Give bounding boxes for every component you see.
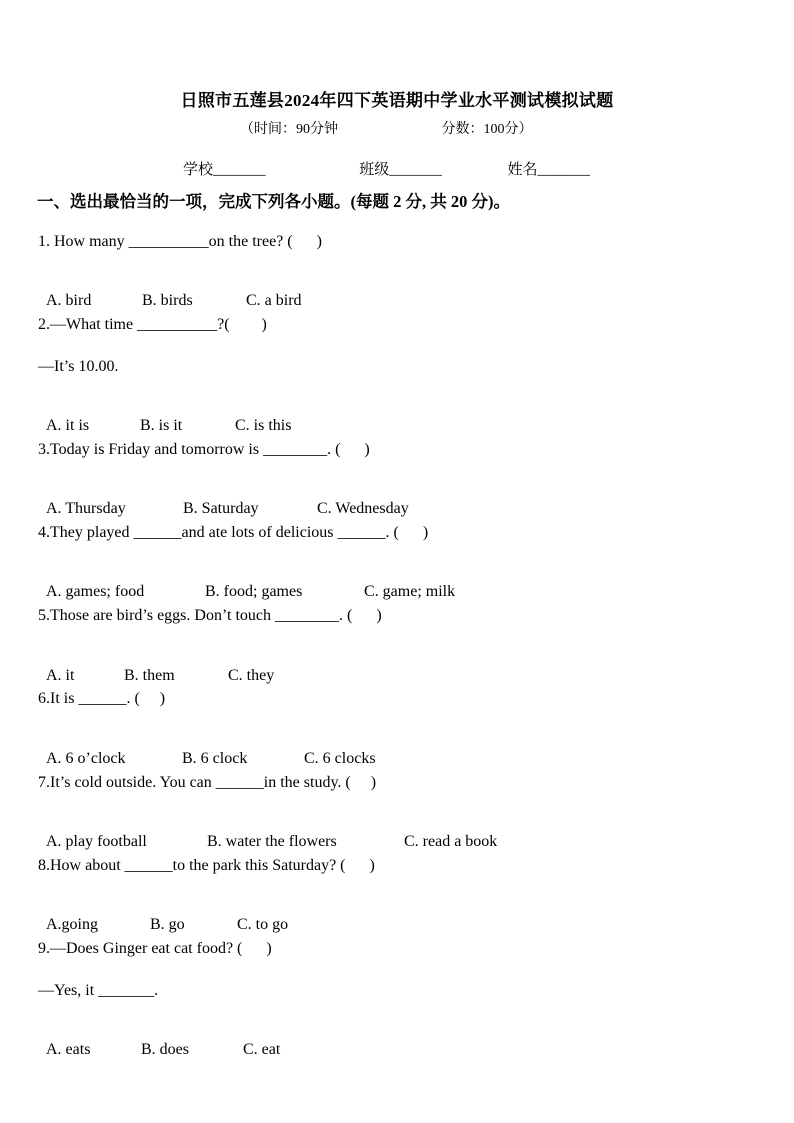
option-b[interactable]: B. birds	[142, 292, 193, 309]
option-a[interactable]: A.going	[46, 916, 98, 933]
question-stem: 8.How about ______to the park this Saturday? ( )	[38, 857, 375, 874]
question-stem: 4.They played ______and ate lots of delicious ______. ( )	[38, 524, 429, 541]
question-options	[38, 565, 455, 601]
option-a[interactable]: A. it	[46, 667, 75, 684]
option-b[interactable]: B. water the flowers	[207, 833, 337, 850]
option-a[interactable]: A. eats	[46, 1041, 91, 1058]
student-info-fields	[183, 158, 590, 179]
question-stem: 5.Those are bird’s eggs. Don’t touch ________. ( )	[38, 607, 382, 624]
question-stem: 1. How many __________on the tree? ( )	[38, 233, 322, 250]
option-c[interactable]: C. is this	[235, 417, 292, 434]
option-b[interactable]: B. go	[150, 916, 185, 933]
option-b[interactable]: B. food; games	[205, 583, 303, 600]
question-stem: 7.It’s cold outside. You can ______in the study. ( )	[38, 774, 377, 791]
option-c[interactable]: C. eat	[243, 1041, 281, 1058]
question-stem: —It’s 10.00.	[38, 358, 119, 375]
question-stem: 6.It is ______. ( )	[38, 690, 166, 707]
question-options	[38, 815, 497, 851]
question-stem: 2.—What time __________?( )	[38, 316, 267, 333]
question-stem: —Yes, it _______.	[38, 982, 159, 999]
option-c[interactable]: C. 6 clocks	[304, 750, 376, 767]
time-limit: （时间：90分钟	[240, 122, 338, 137]
option-b[interactable]: B. 6 clock	[182, 750, 248, 767]
option-c[interactable]: C. they	[228, 667, 275, 684]
total-score: 分数：100分）	[441, 122, 533, 137]
school-field[interactable]: 学校_______	[183, 162, 266, 178]
option-b[interactable]: B. Saturday	[183, 500, 259, 517]
question-stem: 9.—Does Ginger eat cat food? ( )	[38, 940, 272, 957]
name-field[interactable]: 姓名_______	[507, 162, 591, 178]
option-a[interactable]: A. Thursday	[46, 500, 126, 517]
question-options	[38, 649, 274, 685]
option-c[interactable]: C. read a book	[404, 833, 498, 850]
option-c[interactable]: C. to go	[237, 916, 289, 933]
option-a[interactable]: A. bird	[46, 292, 92, 309]
question-options	[38, 732, 376, 768]
question-options	[38, 898, 288, 934]
option-a[interactable]: A. it is	[46, 417, 90, 434]
exam-info	[240, 118, 533, 138]
question-options	[38, 399, 291, 435]
page-title: 日照市五莲县2024年四下英语期中学业水平测试模拟试题	[180, 91, 614, 110]
section-heading: 一、选出最恰当的一项，完成下列各小题。(每题 2 分, 共 20 分)。	[37, 192, 510, 211]
option-c[interactable]: C. game; milk	[364, 583, 456, 600]
option-b[interactable]: B. them	[124, 667, 175, 684]
question-options	[38, 274, 302, 310]
question-options	[38, 482, 409, 518]
question-stem: 3.Today is Friday and tomorrow is ________. ( )	[38, 441, 370, 458]
option-b[interactable]: B. does	[141, 1041, 189, 1058]
option-b[interactable]: B. is it	[140, 417, 183, 434]
question-options	[38, 1023, 280, 1059]
class-field[interactable]: 班级_______	[359, 162, 442, 178]
option-a[interactable]: A. 6 o’clock	[46, 750, 126, 767]
option-a[interactable]: A. games; food	[46, 583, 145, 600]
option-a[interactable]: A. play football	[46, 833, 147, 850]
option-c[interactable]: C. a bird	[246, 292, 302, 309]
option-c[interactable]: C. Wednesday	[317, 500, 409, 517]
